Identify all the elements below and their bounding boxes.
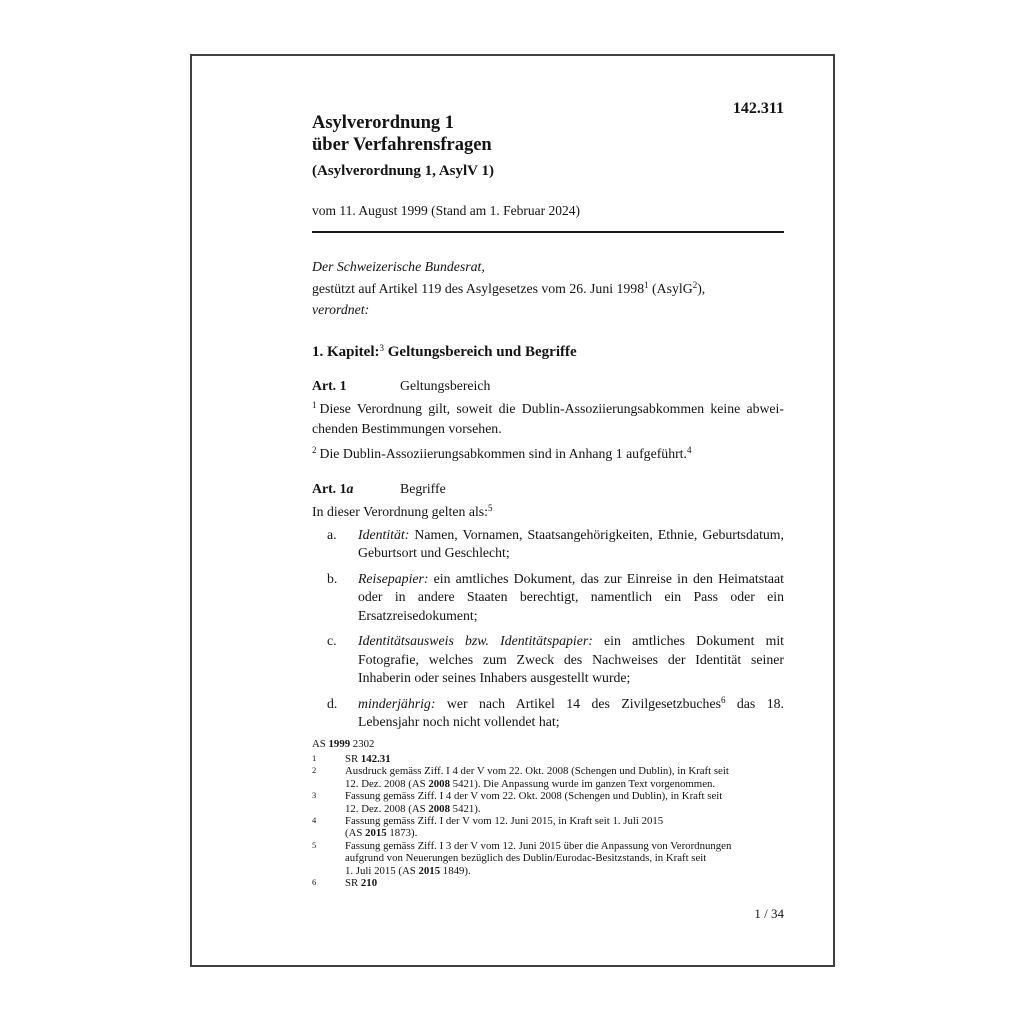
footnote-6 xyxy=(312,877,784,889)
footnote-4-line2b: 1873). xyxy=(386,827,418,840)
legal-basis-text: gestützt auf Artikel 119 des Asylgesetzes vom 26. Juni 1998 xyxy=(312,280,645,296)
footnote-1-number: 1 xyxy=(312,752,317,763)
footnote-5-number: 5 xyxy=(312,839,317,850)
article-1a-label xyxy=(312,481,400,497)
footnote-ref-6: 6 xyxy=(720,695,726,706)
list-marker-a: a. xyxy=(327,526,337,542)
as-ref-page: 2302 xyxy=(350,738,375,750)
chapter-1-title: Geltungsbereich und Begriffe xyxy=(384,343,577,360)
sr-classification-number: 142.311 xyxy=(732,100,784,117)
footnote-1 xyxy=(312,753,784,765)
list-marker-b: b. xyxy=(327,570,338,586)
footnote-4-line1: Fassung gemäss Ziff. I der V vom 12. Juni 2015, in Kraft seit 1. Juli 2015 xyxy=(345,814,664,827)
footnote-2-line1: Ausdruck gemäss Ziff. I 4 der V vom 22. Okt. 2008 (Schengen und Dublin), in Kraft seit xyxy=(345,765,729,778)
legal-basis-abbr: (AsylG xyxy=(648,280,693,296)
chapter-1-label: 1. Kapitel: xyxy=(312,343,380,360)
footnote-3 xyxy=(312,790,784,815)
footnote-4-as-year: 2015 xyxy=(365,827,387,840)
footnote-4-number: 4 xyxy=(312,814,317,825)
footnote-6-pre: SR xyxy=(345,876,361,889)
enactment-date-line: vom 11. August 1999 (Stand am 1. Februar 2024) xyxy=(312,203,580,219)
term-minderjaehrig: minderjährig: xyxy=(358,695,436,711)
article-1-heading xyxy=(312,378,784,394)
article-1a-label-number: Art. 1 xyxy=(312,480,347,496)
article-1a-heading xyxy=(312,481,784,497)
article-1a-intro xyxy=(312,502,784,522)
footnote-6-sr: 210 xyxy=(360,876,378,889)
article-1-title: Geltungsbereich xyxy=(400,377,491,393)
paragraph-2-text: Die Dublin-Assoziierungsabkommen sind in Anhang 1 aufgeführt. xyxy=(319,445,687,461)
article-1-label: Art. 1 xyxy=(312,377,347,393)
legal-basis-end: ), xyxy=(697,280,706,296)
definition-text-d-post: das 18. Lebensjahr noch nicht vollendet hat; xyxy=(358,695,784,730)
footnote-1-text xyxy=(345,753,784,765)
footnote-6-number: 6 xyxy=(312,876,317,887)
footnote-3-number: 3 xyxy=(312,790,317,801)
term-identitaetsausweis: Identitätsausweis bzw. Identitätspapier: xyxy=(358,633,593,649)
article-1-paragraph-2 xyxy=(312,444,784,464)
preamble-decree: verordnet: xyxy=(312,302,370,318)
document-title xyxy=(312,112,784,156)
footnote-3-line2a: 12. Dez. 2008 (AS xyxy=(345,802,429,815)
page-content xyxy=(312,56,784,739)
document-subtitle: (Asylverordnung 1, AsylV 1) xyxy=(312,163,494,180)
list-marker-c: c. xyxy=(327,633,337,649)
preamble-legal-basis xyxy=(312,278,784,300)
definition-text-b: ein amtliches Dokument, das zur Einreise in den Heimatstaat oder in andere Staaten berechtigt, namentlich ein Pass oder ein Ersatzreisedokument; xyxy=(358,570,784,623)
footnote-5-line3a: 1. Juli 2015 (AS xyxy=(345,864,419,877)
paragraph-2-number: 2 xyxy=(312,445,317,456)
list-item-a xyxy=(312,526,784,563)
paragraph-1-text: Diese Verordnung gilt, soweit die Dublin-Assoziierungsabkommen keine abweichenden Bestimmungen vorsehen. xyxy=(312,400,784,436)
footnote-4-text xyxy=(345,815,784,840)
footnote-6-text xyxy=(345,877,784,889)
footnote-4 xyxy=(312,815,784,840)
footnote-3-as-year: 2008 xyxy=(428,802,450,815)
footnote-5-line3b: 1849). xyxy=(440,864,471,877)
article-1-paragraph-1 xyxy=(312,399,784,439)
page-number: 1 / 34 xyxy=(754,906,784,921)
footnote-2-line2a: 12. Dez. 2008 (AS xyxy=(345,777,429,790)
paragraph-1-number: 1 xyxy=(312,400,317,411)
definition-text-a: Namen, Vornamen, Staatsangehörigkeiten, Ethnie, Geburtsdatum, Geburtsort und Geschlecht; xyxy=(358,526,784,561)
definition-list xyxy=(312,526,784,732)
footnote-4-line2a: (AS xyxy=(345,827,366,840)
footnote-2 xyxy=(312,765,784,790)
preamble xyxy=(312,256,784,321)
footnote-ref-2: 2 xyxy=(692,280,698,291)
document-title-line1: Asylverordnung 1 xyxy=(312,113,455,133)
document-title-line2: über Verfahrensfragen xyxy=(312,135,492,156)
footnote-ref-3: 3 xyxy=(379,343,384,354)
footnote-1-pre: SR xyxy=(345,752,361,765)
article-1a-label-letter: a xyxy=(346,480,354,496)
header-rule xyxy=(312,231,784,233)
footnote-area xyxy=(312,738,784,889)
footnote-2-line2b: 5421). Die Anpassung wurde im ganzen Text vorgenommen. xyxy=(449,777,716,790)
footnote-1-sr: 142.31 xyxy=(360,752,391,765)
as-reference-line xyxy=(312,738,784,750)
footnote-3-text xyxy=(345,790,784,815)
definition-text-c: ein amtliches Dokument mit Fotografie, welches zum Zweck des Nachweises der Identität seiner Inhaberin oder seines Inhabers ausgestellt wurde; xyxy=(358,633,784,686)
list-item-c xyxy=(312,632,784,688)
term-reisepapier: Reisepapier: xyxy=(358,570,429,586)
footnote-2-text xyxy=(345,765,784,790)
footnote-5-line2: aufgrund von Neuerungen bezüglich des Dublin/Eurodac-Besitzstands, in Kraft seit xyxy=(345,852,707,865)
as-ref-pre: AS xyxy=(312,738,329,750)
footnote-5-line1: Fassung gemäss Ziff. I 3 der V vom 12. Juni 2015 über die Anpassung von Verordnungen xyxy=(345,839,732,852)
footnote-3-line2b: 5421). xyxy=(449,802,481,815)
list-item-d xyxy=(312,695,784,732)
footnote-5-as-year: 2015 xyxy=(418,864,441,877)
article-1a-title: Begriffe xyxy=(400,480,446,496)
as-ref-year: 1999 xyxy=(328,738,351,750)
chapter-1-heading xyxy=(312,344,784,361)
list-marker-d: d. xyxy=(327,695,338,711)
footnote-5 xyxy=(312,840,784,877)
preamble-author: Der Schweizerische Bundesrat, xyxy=(312,259,485,275)
article-1a-intro-text: In dieser Verordnung gelten als: xyxy=(312,503,488,519)
footnote-2-number: 2 xyxy=(312,765,317,776)
term-identitaet: Identität: xyxy=(358,526,410,542)
footnote-5-text xyxy=(345,840,784,877)
document-page xyxy=(190,54,835,967)
list-item-b xyxy=(312,570,784,626)
footnote-ref-1: 1 xyxy=(644,280,649,291)
definition-text-d-pre: wer nach Artikel 14 des Zivilgesetzbuches xyxy=(435,695,721,711)
footnote-ref-5: 5 xyxy=(488,503,493,514)
footnote-2-as-year: 2008 xyxy=(428,777,450,790)
footnote-ref-4: 4 xyxy=(686,445,692,456)
footnote-3-line1: Fassung gemäss Ziff. I 4 der V vom 22. Okt. 2008 (Schengen und Dublin), in Kraft seit xyxy=(345,790,723,803)
